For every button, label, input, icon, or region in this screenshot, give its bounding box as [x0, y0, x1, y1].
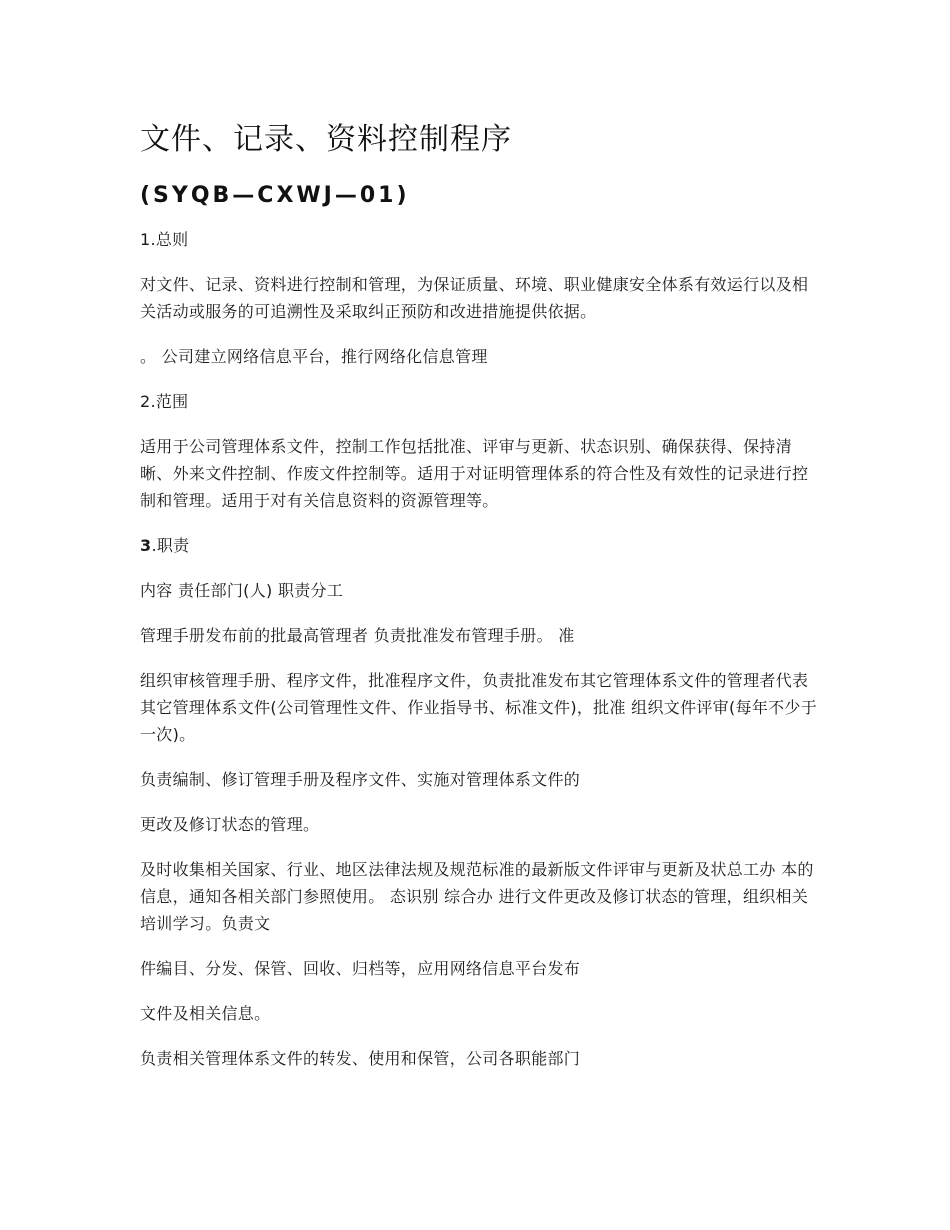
paragraph-cataloguing: 件编目、分发、保管、回收、归档等，应用网络信息平台发布	[140, 959, 581, 978]
section-heading-responsibilities	[140, 532, 820, 559]
paragraph-manual-approval: 管理手册发布前的批最高管理者 负责批准发布管理手册。 准	[140, 626, 575, 645]
paragraph-revision-status: 更改及修订状态的管理。	[140, 815, 320, 834]
section-number: 3	[140, 536, 152, 555]
paragraph-management-representative: 组织审核管理手册、程序文件，批准程序文件，负责批准发布其它管理体系文件的管理者代表 其它管理体系文件(公司管理性文件、作业指导书、标准文件)，批准 组织文件评审(每年不少于一次)。	[140, 671, 818, 744]
paragraph-scope: 适用于公司管理体系文件，控制工作包括批准、评审与更新、状态识别、确保获得、保持清晰、外来文件控制、作废文件控制等。适用于对证明管理体系的符合性及有效性的记录进行控制和管理。适用于对有关信息资料的资源管理等。	[140, 437, 809, 510]
section-heading-scope: 2.范围	[140, 392, 189, 411]
document-body	[140, 118, 820, 1090]
section-label: .职责	[151, 536, 190, 555]
section-heading-general: 1.总则	[140, 230, 189, 249]
paragraph-table-header: 内容 责任部门(人) 职责分工	[140, 581, 344, 600]
document-title: 文件、记录、资料控制程序	[140, 122, 512, 157]
paragraph-departments: 负责相关管理体系文件的转发、使用和保管，公司各职能部门	[140, 1049, 581, 1068]
paragraph-related-info: 文件及相关信息。	[140, 1004, 271, 1023]
paragraph-network-platform: 。 公司建立网络信息平台，推行网络化信息管理	[140, 347, 488, 366]
paragraph-purpose: 对文件、记录、资料进行控制和管理，为保证质量、环境、职业健康安全体系有效运行以及相关活动或服务的可追溯性及采取纠正预防和改进措施提供依据。	[140, 275, 809, 321]
document-code: (SYQB—CXWJ—01)	[140, 183, 410, 208]
paragraph-regulations: 及时收集相关国家、行业、地区法律法规及规范标准的最新版文件评审与更新及状总工办 本的信息，通知各相关部门参照使用。 态识别 综合办 进行文件更改及修订状态的管理，组织相关培训学习。负责文	[140, 860, 814, 933]
paragraph-compile-revise: 负责编制、修订管理手册及程序文件、实施对管理体系文件的	[140, 770, 581, 789]
